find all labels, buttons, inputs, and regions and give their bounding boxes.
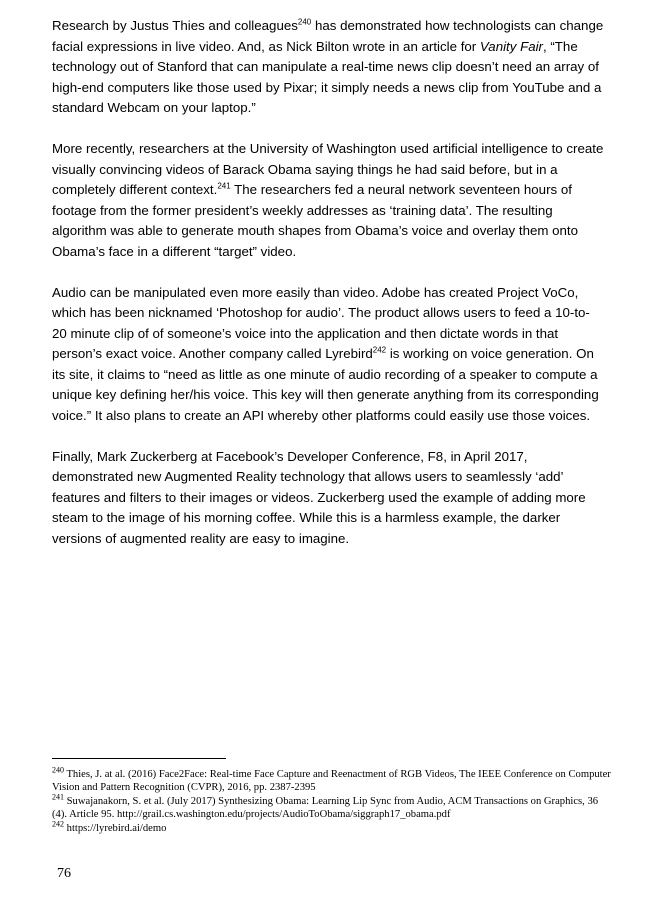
paragraph-1-text-a: Research by Justus Thies and colleagues bbox=[52, 18, 298, 33]
footnote-ref-241[interactable]: 241 bbox=[217, 181, 231, 191]
paragraph-2-text-b: The researchers fed a neural network seventeen hours of footage from the former president’s weekly addresses as ‘training data’. The resulting algorithm was able to generate mouth shapes from Obama’s voice and overlay them onto Obama’s face in a different “target” video. bbox=[52, 182, 579, 259]
paragraph-3-text-a: Audio can be manipulated even more easily than video. Adobe has created Project VoCo, which has been nicknamed ‘Photoshop for audio’. The product allows users to feed a 10-to-20 minute clip of of someone’s voice into the application and then dictate words in that person’s exact voice. Another company called Lyrebird bbox=[52, 284, 590, 361]
footnote-242 bbox=[52, 819, 612, 835]
publication-title: Vanity Fair bbox=[479, 38, 543, 54]
footnote-text: Thies, J. at al. (2016) Face2Face: Real-time Face Capture and Reenactment of RGB Videos, The IEEE Conference on Computer Vision and Pattern Recognition (CVPR), 2016, pp. 2387-2395 bbox=[52, 769, 611, 794]
footnote-text: Suwajanakorn, S. et al. (July 2017) Synthesizing Obama: Learning Lip Sync from Audio, ACM Transactions on Graphics, 36 (4). Article 95. http://grail.cs.washington.edu/projects/AudioToObama/siggraph17_obama.pdf bbox=[52, 795, 599, 821]
footnote-number: 242 bbox=[52, 819, 64, 829]
paragraph-2-text-a: More recently, researchers at the University of Washington used artificial intelligence to create visually convincing videos of Barack Obama saying things he had said before, but in a completely different context. bbox=[52, 141, 604, 197]
footnote-text: https://lyrebird.ai/demo bbox=[64, 822, 167, 834]
footnote-241 bbox=[52, 792, 612, 822]
footnote-240 bbox=[52, 765, 612, 795]
paragraph-3 bbox=[52, 283, 604, 427]
paragraph-4: Finally, Mark Zuckerberg at Facebook’s Developer Conference, F8, in April 2017, demonstrated new Augmented Reality technology that allows users to seamlessly ‘add’ features and filters to their images or videos. Zuckerberg used the example of adding more steam to the image of his morning coffee. While this is a harmless example, the darker versions of augmented reality are easy to imagine. bbox=[52, 448, 586, 546]
footnote-number: 241 bbox=[52, 792, 64, 802]
page-number: 76 bbox=[57, 866, 71, 881]
footnote-ref-242[interactable]: 242 bbox=[372, 345, 387, 355]
paragraph-1-text-b: has demonstrated how technologists can change facial expressions in live video. And, as Nick Bilton wrote in an article for bbox=[52, 18, 604, 54]
footnote-separator bbox=[52, 758, 226, 759]
footnote-ref-240[interactable]: 240 bbox=[297, 17, 312, 27]
paragraph-2 bbox=[52, 139, 604, 262]
paragraph-3-text-b: is working on voice generation. On its site, it claims to “need as little as one minute of audio recording of a speaker to compute a unique key defining her/his voice. This key will then generate anything from its corresponding voice.” It also plans to create an API whereby other platforms could easily use those voices. bbox=[52, 346, 599, 423]
footnotes bbox=[52, 765, 612, 835]
paragraph-1 bbox=[52, 16, 604, 119]
footnote-number: 240 bbox=[52, 765, 64, 775]
body-text bbox=[52, 16, 604, 570]
paragraph-1-text-c: , “The technology out of Stanford that can manipulate a real-time news clip doesn’t need an array of high-end computers like those used by Pixar; it simply needs a news clip from YouTube and a standard Webcam on your laptop.” bbox=[52, 38, 602, 115]
